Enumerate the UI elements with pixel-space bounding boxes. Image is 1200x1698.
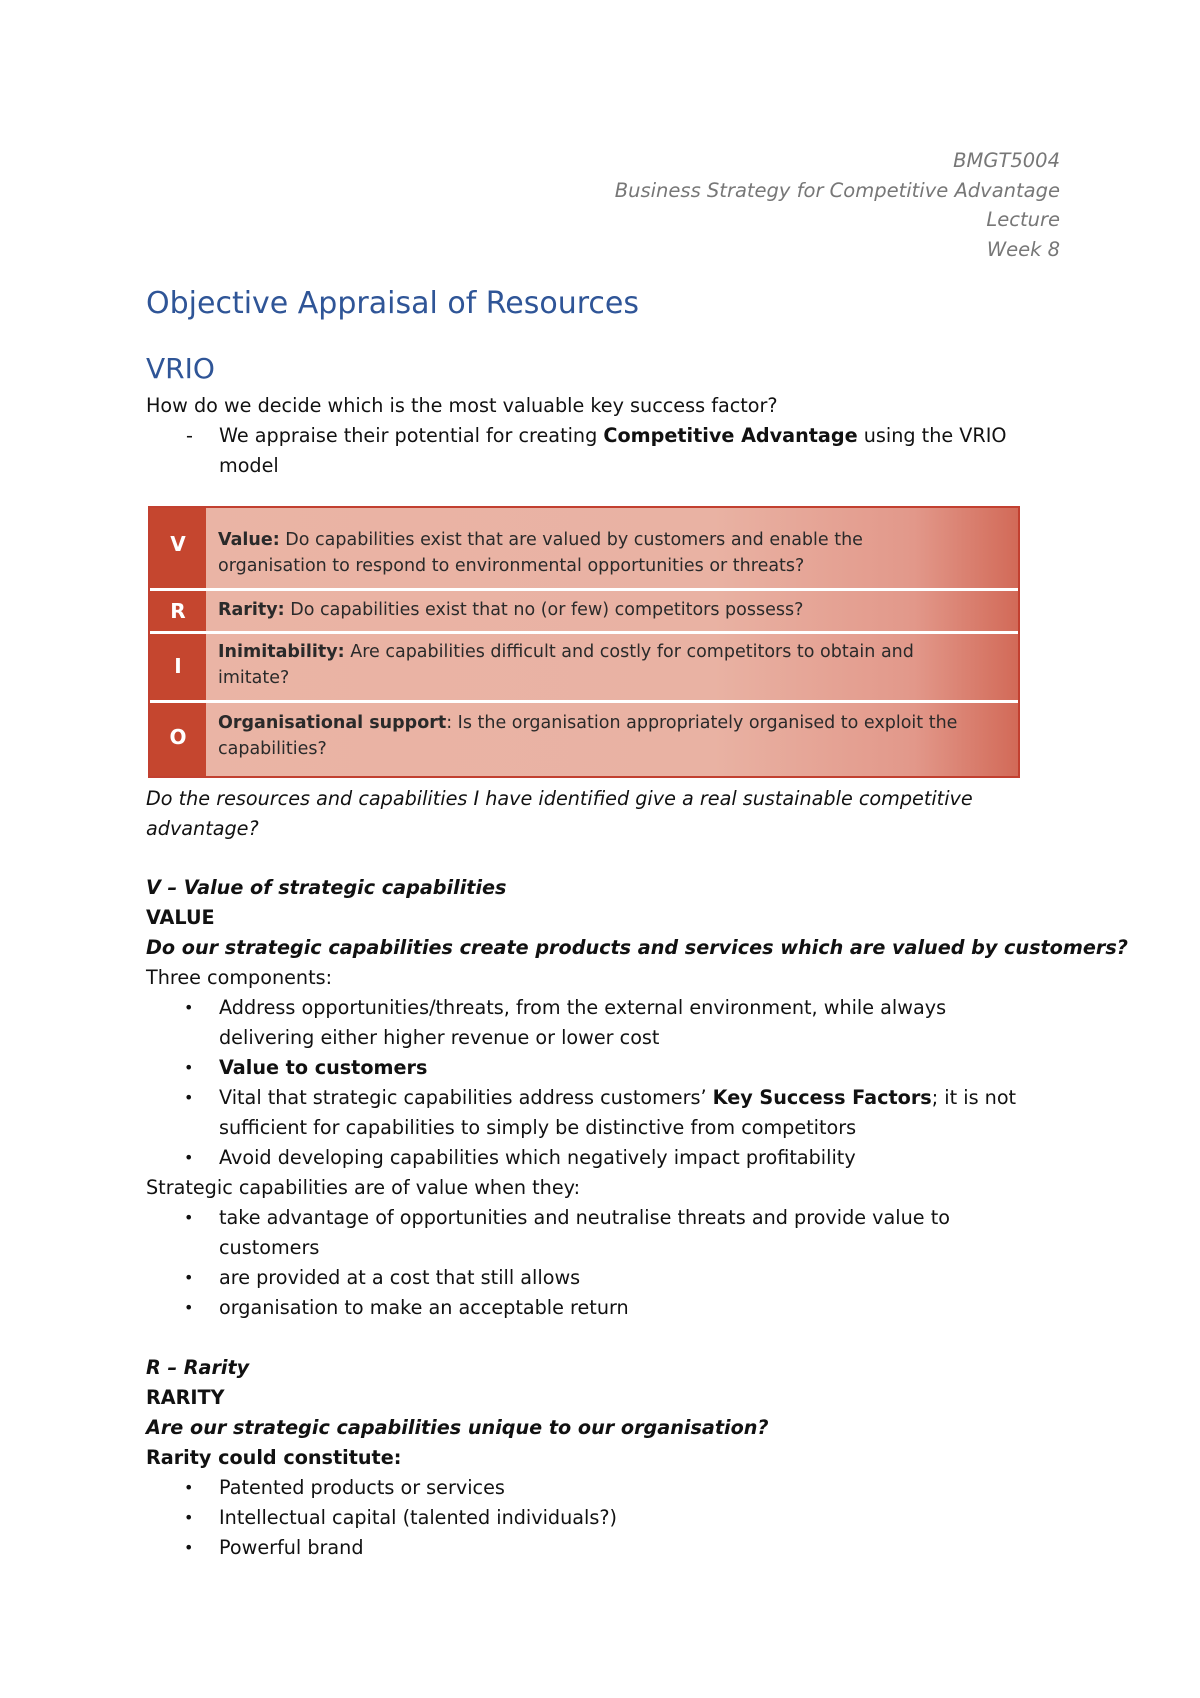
value-when-1-line2: customers [219, 1236, 320, 1259]
bullet-icon: • [184, 1058, 194, 1077]
value-when-3: organisation to make an acceptable return [219, 1296, 629, 1319]
value-subheading: V – Value of strategic capabilities [146, 876, 507, 899]
vrio-table [148, 506, 1020, 778]
vrio-letter: O [169, 725, 187, 749]
component-3-line1 [219, 1083, 1016, 1113]
document-type: Lecture [986, 208, 1060, 231]
course-code: BMGT5004 [953, 149, 1060, 172]
vrio-desc-line2: capabilities? [218, 738, 327, 759]
component-3-text-end: ; it is not [931, 1086, 1017, 1109]
vrio-desc: Do capabilities exist that are valued by customers and enable the [279, 530, 863, 550]
value-when-2: are provided at a cost that still allows [219, 1266, 581, 1289]
vrio-row-inimitability [150, 634, 1018, 700]
page-title: Objective Appraisal of Resources [146, 286, 639, 321]
rarity-label: Rarity could constitute: [146, 1446, 402, 1469]
component-3-bold: Key Success Factors [712, 1086, 932, 1109]
bullet-icon: • [184, 1268, 194, 1287]
vrio-term: Value: [218, 530, 280, 550]
rarity-item: Intellectual capital (talented individuals?) [219, 1506, 618, 1529]
component-3-text: Vital that strategic capabilities address customers’ [219, 1086, 713, 1109]
component-2: Value to customers [219, 1056, 428, 1079]
vrio-letter: V [170, 532, 186, 556]
bullet-icon: • [184, 1538, 194, 1557]
after-table-line1: Do the resources and capabilities I have identified give a real sustainable competitive [146, 787, 973, 810]
vrio-letter: R [170, 599, 186, 623]
vrio-term: Rarity: [218, 600, 285, 620]
rarity-item: Patented products or services [219, 1476, 505, 1499]
vrio-row-text [218, 528, 988, 579]
vrio-desc: Are capabilities difficult and costly for competitors to obtain and [344, 642, 914, 662]
component-1-line2: delivering either higher revenue or lower cost [219, 1026, 660, 1049]
bullet-icon: • [184, 1208, 194, 1227]
vrio-heading: VRIO [146, 352, 215, 385]
value-heading: VALUE [146, 906, 215, 929]
vrio-term: Inimitability: [218, 642, 345, 662]
vrio-desc: Do capabilities exist that no (or few) competitors possess? [284, 600, 804, 620]
vrio-term: Organisational support [218, 713, 447, 733]
dash-marker: - [186, 424, 193, 447]
vrio-desc-line2: imitate? [218, 667, 290, 688]
bullet-icon: • [184, 1148, 194, 1167]
rarity-item: Powerful brand [219, 1536, 364, 1559]
intro-question: How do we decide which is the most valuable key success factor? [146, 394, 778, 417]
after-table-line2: advantage? [146, 817, 259, 840]
component-3-line2: sufficient for capabilities to simply be distinctive from competitors [219, 1116, 857, 1139]
document-header [615, 146, 1060, 264]
intro-dash-text: We appraise their potential for creating [219, 424, 604, 447]
value-when-label: Strategic capabilities are of value when they: [146, 1176, 581, 1199]
rarity-question: Are our strategic capabilities unique to our organisation? [146, 1416, 769, 1439]
component-4: Avoid developing capabilities which negatively impact profitability [219, 1146, 856, 1169]
vrio-table-body [150, 508, 1018, 776]
course-title: Business Strategy for Competitive Advantage [614, 178, 1060, 202]
vrio-desc-line2: organisation to respond to environmental opportunities or threats? [218, 555, 805, 576]
vrio-row-text [218, 711, 988, 762]
bullet-icon: • [184, 1088, 194, 1107]
bullet-icon: • [184, 1508, 194, 1527]
bullet-icon: • [184, 1298, 194, 1317]
intro-dash-text-end: using the VRIO [857, 424, 1007, 447]
vrio-row-rarity [150, 591, 1018, 631]
week-label: Week 8 [986, 237, 1060, 261]
vrio-desc: : Is the organisation appropriately organised to exploit the [446, 713, 958, 733]
bullet-icon: • [184, 998, 194, 1017]
intro-dash-line2: model [219, 454, 279, 477]
rarity-subheading: R – Rarity [146, 1356, 250, 1379]
components-label: Three components: [146, 966, 333, 989]
vrio-row-organisation [150, 703, 1018, 776]
value-when-1-line1: take advantage of opportunities and neutralise threats and provide value to [219, 1206, 950, 1229]
component-1-line1: Address opportunities/threats, from the external environment, while always [219, 996, 947, 1019]
rarity-heading: RARITY [146, 1386, 225, 1409]
vrio-row-value [150, 508, 1018, 588]
intro-dash-bold: Competitive Advantage [603, 424, 858, 447]
vrio-letter: I [174, 654, 182, 678]
vrio-row-text [218, 640, 988, 691]
bullet-icon: • [184, 1478, 194, 1497]
intro-dash-line [219, 421, 1006, 451]
value-question: Do our strategic capabilities create products and services which are valued by customers? [146, 936, 1128, 959]
vrio-row-text [218, 598, 988, 624]
